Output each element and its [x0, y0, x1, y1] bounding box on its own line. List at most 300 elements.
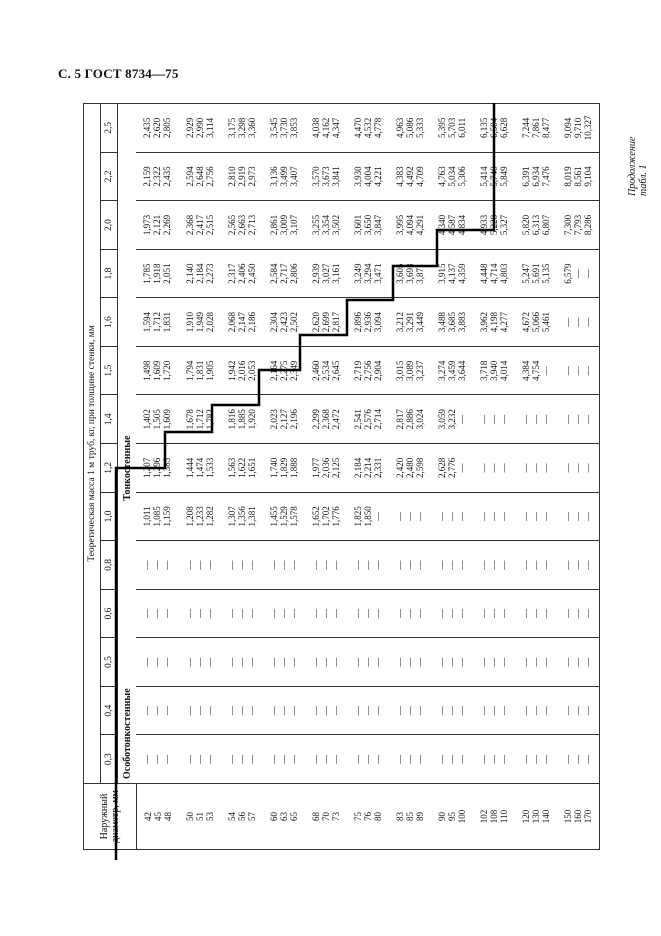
mass-cell	[179, 735, 221, 784]
mass-cell	[473, 638, 515, 687]
table-row	[389, 103, 431, 849]
mass-value: —	[330, 560, 341, 570]
diameter-value: 100	[456, 809, 467, 824]
mass-cell	[515, 638, 557, 687]
mass-value: 6,934	[530, 166, 541, 187]
mass-value: 2,121	[152, 214, 163, 236]
mass-value: 2,127	[278, 409, 289, 430]
mass-cell	[305, 298, 347, 347]
mass-value: —	[446, 706, 457, 716]
mass-value: —	[446, 754, 457, 764]
mass-cell	[179, 492, 221, 541]
table-body	[136, 103, 599, 849]
mass-value: 4,359	[456, 263, 467, 284]
mass-value: —	[478, 609, 489, 619]
wall-9: 1,6	[101, 298, 118, 347]
mass-value: 1,578	[288, 506, 299, 527]
mass-value: —	[572, 560, 583, 570]
mass-value: 1,207	[142, 457, 153, 478]
diameter-value: 57	[246, 812, 257, 821]
mass-value: 1,905	[204, 360, 215, 381]
mass-value: 2,776	[446, 457, 457, 478]
mass-cell	[179, 589, 221, 638]
mass-value: —	[530, 657, 541, 667]
mass-cell	[431, 686, 473, 735]
mass-value: 4,340	[436, 214, 447, 236]
mass-value: —	[520, 414, 531, 424]
mass-cell	[136, 298, 179, 347]
mass-value: 2,196	[288, 409, 299, 430]
diameter-value: 89	[414, 812, 425, 821]
diameter-value: 42	[142, 812, 153, 821]
mass-value: —	[436, 754, 447, 764]
mass-value: —	[582, 754, 593, 764]
mass-value: —	[530, 609, 541, 619]
mass-value: —	[352, 657, 363, 667]
mass-value: —	[246, 706, 257, 716]
mass-value: —	[540, 754, 551, 764]
mass-value: —	[204, 560, 215, 570]
mass-cell	[473, 201, 515, 250]
mass-value: 2,620	[310, 312, 321, 333]
mass-value: —	[288, 609, 299, 619]
mass-value: —	[152, 754, 163, 764]
wall-7: 1,4	[101, 395, 118, 444]
mass-value: 3,294	[362, 263, 373, 284]
wall-11: 2,0	[101, 201, 118, 250]
mass-cell	[431, 249, 473, 298]
mass-value: —	[404, 609, 415, 619]
mass-value: —	[352, 609, 363, 619]
mass-value: 2,502	[288, 312, 299, 333]
mass-cell	[347, 735, 389, 784]
mass-value: 2,576	[362, 409, 373, 430]
mass-value: 3,114	[204, 117, 215, 138]
mass-value: 2,159	[142, 166, 153, 187]
mass-cell	[473, 249, 515, 298]
mass-value: —	[310, 706, 321, 716]
mass-value: 1,720	[162, 360, 173, 381]
diameter-cell	[305, 784, 347, 850]
mass-value: —	[478, 706, 489, 716]
mass-cell	[136, 589, 179, 638]
mass-value: —	[320, 560, 331, 570]
mass-value: 2,648	[194, 166, 205, 187]
wall-10: 1,8	[101, 249, 118, 298]
mass-value: 4,291	[414, 214, 425, 236]
mass-value: 5,414	[478, 166, 489, 187]
mass-value: —	[236, 706, 247, 716]
mass-cell	[431, 638, 473, 687]
table-row	[305, 103, 347, 849]
wall-4: 0,8	[101, 541, 118, 590]
mass-value: 3,502	[330, 214, 341, 236]
mass-value: 8,477	[540, 117, 551, 138]
mass-value: 5,395	[436, 117, 447, 138]
mass-value: 2,896	[352, 312, 363, 333]
mass-cell	[136, 103, 179, 152]
mass-cell	[347, 103, 389, 152]
mass-cell	[557, 444, 600, 493]
mass-value: 1,782	[204, 409, 215, 430]
mass-cell	[431, 589, 473, 638]
mass-cell	[557, 249, 600, 298]
mass-value: 2,663	[236, 214, 247, 236]
mass-cell	[557, 638, 600, 687]
mass-value: 1,609	[152, 360, 163, 381]
mass-cell	[136, 735, 179, 784]
mass-cell	[263, 735, 305, 784]
diameter-value: 68	[310, 812, 321, 821]
diameter-value: 53	[204, 812, 215, 821]
mass-cell	[431, 492, 473, 541]
mass-value: —	[498, 657, 509, 667]
mass-cell	[305, 638, 347, 687]
mass-value: —	[320, 657, 331, 667]
mass-cell	[221, 492, 263, 541]
mass-cell	[305, 152, 347, 201]
mass-value: —	[562, 706, 573, 716]
mass-value: 3,499	[278, 166, 289, 187]
mass-value: 5,066	[530, 312, 541, 333]
mass-value: —	[582, 609, 593, 619]
mass-value: 3,255	[310, 214, 321, 236]
mass-value: 1,381	[246, 506, 257, 527]
mass-value: 4,162	[320, 117, 331, 138]
mass-value: 6,579	[562, 263, 573, 284]
mass-value: 1,402	[142, 409, 153, 430]
mass-value: —	[572, 609, 583, 619]
mass-value: —	[236, 754, 247, 764]
mass-value: —	[488, 754, 499, 764]
mass-cell	[557, 395, 600, 444]
mass-value: —	[394, 657, 405, 667]
mass-value: 3,107	[288, 214, 299, 236]
mass-value: 2,620	[152, 117, 163, 138]
mass-cell	[221, 735, 263, 784]
mass-value: —	[288, 706, 299, 716]
diameter-value: 63	[278, 812, 289, 821]
mass-value: 3,024	[414, 409, 425, 430]
mass-value: 2,275	[278, 360, 289, 381]
mass-value: —	[530, 414, 541, 424]
mass-cell	[557, 492, 600, 541]
mass-value: —	[520, 706, 531, 716]
mass-value: 1,159	[162, 506, 173, 527]
mass-value: 2,480	[404, 457, 415, 478]
mass-value: —	[540, 609, 551, 619]
mass-value: —	[278, 754, 289, 764]
mass-cell	[221, 589, 263, 638]
mass-value: 2,598	[414, 457, 425, 478]
mass-value: 2,269	[162, 214, 173, 236]
wall-2: 0,5	[101, 638, 118, 687]
mass-value: —	[268, 560, 279, 570]
mass-value: 4,763	[436, 166, 447, 187]
mass-value: 1,208	[184, 506, 195, 527]
wall-thickness-row	[101, 103, 118, 849]
rotated-table-wrapper	[83, 104, 649, 850]
wall-12: 2,2	[101, 152, 118, 201]
diameter-value: 90	[436, 812, 447, 821]
mass-value: —	[572, 754, 583, 764]
mass-value: —	[268, 609, 279, 619]
diameter-value: 110	[498, 809, 509, 824]
mass-cell	[347, 638, 389, 687]
mass-cell	[515, 298, 557, 347]
mass-value: 2,861	[268, 214, 279, 236]
mass-value: 3,841	[330, 166, 341, 187]
mass-value: —	[268, 754, 279, 764]
mass-value: 1,942	[226, 360, 237, 381]
mass-value: —	[372, 706, 383, 716]
mass-value: 3,940	[488, 360, 499, 381]
mass-cell	[431, 395, 473, 444]
mass-value: 5,691	[530, 263, 541, 284]
diameter-value: 48	[162, 812, 173, 821]
mass-cell	[389, 541, 431, 590]
diameter-value: 45	[152, 812, 163, 821]
mass-cell	[389, 201, 431, 250]
diameter-value: 150	[562, 809, 573, 824]
mass-value: —	[488, 657, 499, 667]
mass-value: 3,009	[278, 214, 289, 236]
mass-value: 4,963	[394, 117, 405, 138]
mass-value: 6,011	[456, 117, 467, 138]
mass-value: 2,273	[204, 263, 215, 284]
mass-cell	[431, 201, 473, 250]
mass-value: 1,282	[204, 506, 215, 527]
mass-value: 1,296	[152, 457, 163, 478]
mass-cell	[431, 298, 473, 347]
mass-value: 2,186	[246, 312, 257, 333]
mass-cell	[431, 346, 473, 395]
mass-value: —	[394, 560, 405, 570]
mass-cell	[305, 686, 347, 735]
mass-value: 1,505	[152, 409, 163, 430]
mass-value: —	[162, 609, 173, 619]
mass-value: —	[572, 463, 583, 473]
mass-value: —	[152, 560, 163, 570]
mass-cell	[221, 346, 263, 395]
mass-value: 2,299	[310, 409, 321, 430]
mass-value: —	[456, 560, 467, 570]
mass-value: 6,391	[520, 166, 531, 187]
mass-value: 2,565	[226, 214, 237, 236]
mass-cell	[389, 395, 431, 444]
mass-cell	[347, 686, 389, 735]
mass-value: —	[414, 560, 425, 570]
mass-value: 7,476	[540, 166, 551, 187]
mass-value: 2,719	[352, 360, 363, 381]
mass-value: —	[372, 560, 383, 570]
mass-value: 2,817	[330, 312, 341, 333]
mass-value: 3,995	[394, 214, 405, 236]
mass-value: 5,333	[414, 117, 425, 138]
diameter-value: 50	[184, 812, 195, 821]
mass-value: 2,717	[278, 263, 289, 284]
wall-13: 2,5	[101, 103, 118, 152]
mass-cell	[515, 201, 557, 250]
mass-value: —	[152, 706, 163, 716]
mass-value: —	[562, 754, 573, 764]
mass-value: —	[562, 414, 573, 424]
mass-value: —	[142, 609, 153, 619]
mass-value: 4,094	[404, 214, 415, 236]
mass-value: 2,317	[226, 263, 237, 284]
mass-value: —	[562, 366, 573, 376]
mass-value: 2,756	[362, 360, 373, 381]
mass-value: 4,038	[310, 117, 321, 138]
mass-value: 3,175	[226, 117, 237, 138]
mass-value: 7,244	[520, 117, 531, 138]
mass-value: —	[372, 754, 383, 764]
mass-value: 2,472	[330, 409, 341, 430]
diameter-value: 85	[404, 812, 415, 821]
mass-value: 3,274	[436, 360, 447, 381]
mass-value: 3,298	[236, 117, 247, 138]
mass-value: 1,622	[236, 457, 247, 478]
mass-value: —	[184, 706, 195, 716]
mass-value: 2,699	[320, 312, 331, 333]
mass-cell	[136, 346, 179, 395]
mass-cell	[515, 152, 557, 201]
mass-value: 3,644	[456, 360, 467, 381]
mass-value: 3,730	[278, 117, 289, 138]
mass-cell	[557, 298, 600, 347]
mass-value: —	[488, 414, 499, 424]
mass-value: —	[352, 706, 363, 716]
mass-cell	[305, 103, 347, 152]
mass-cell	[557, 541, 600, 590]
diameter-value: 70	[320, 812, 331, 821]
mass-value: 3,930	[352, 166, 363, 187]
mass-value: 3,685	[446, 312, 457, 333]
mass-value: —	[446, 609, 457, 619]
mass-value: 2,810	[226, 166, 237, 187]
mass-value: 1,776	[330, 506, 341, 527]
mass-cell	[389, 249, 431, 298]
mass-value: —	[226, 609, 237, 619]
continuation-note: Продолжение табл. 1	[627, 136, 649, 196]
mass-cell	[557, 735, 600, 784]
mass-value: —	[530, 754, 541, 764]
mass-value: —	[310, 657, 321, 667]
diameter-value: 140	[540, 809, 551, 824]
mass-value: —	[582, 366, 593, 376]
mass-value: 3,693	[404, 263, 415, 284]
mass-value: —	[246, 609, 257, 619]
mass-value: 2,584	[268, 263, 279, 284]
group-row	[118, 103, 137, 849]
mass-value: —	[204, 754, 215, 764]
mass-cell	[179, 152, 221, 201]
mass-cell	[179, 395, 221, 444]
mass-value: —	[246, 560, 257, 570]
mass-cell	[515, 346, 557, 395]
mass-value: —	[456, 609, 467, 619]
mass-value: 2,450	[246, 263, 257, 284]
mass-value: —	[184, 609, 195, 619]
diameter-value: 76	[362, 812, 373, 821]
mass-cell	[557, 103, 600, 152]
wall-1: 0,4	[101, 686, 118, 735]
mass-value: —	[540, 706, 551, 716]
mass-cell	[179, 444, 221, 493]
mass-value: —	[582, 414, 593, 424]
mass-value: 3,847	[372, 214, 383, 236]
mass-cell	[179, 103, 221, 152]
mass-value: —	[562, 657, 573, 667]
mass-value: —	[394, 706, 405, 716]
mass-value: —	[414, 609, 425, 619]
mass-value: 1,816	[226, 409, 237, 430]
mass-value: —	[142, 657, 153, 667]
mass-value: 4,470	[352, 117, 363, 138]
mass-cell	[431, 152, 473, 201]
mass-cell	[515, 395, 557, 444]
mass-value: 1,740	[268, 457, 279, 478]
diameter-value: 130	[530, 809, 541, 824]
mass-value: —	[404, 560, 415, 570]
diameter-value: 65	[288, 812, 299, 821]
mass-value: —	[520, 609, 531, 619]
mass-cell	[179, 249, 221, 298]
mass-cell	[263, 541, 305, 590]
mass-value: —	[320, 706, 331, 716]
table-row	[515, 103, 557, 849]
mass-value: 4,492	[404, 166, 415, 187]
wall-6: 1,2	[101, 444, 118, 493]
mass-value: —	[582, 269, 593, 279]
mass-value: 4,383	[394, 166, 405, 187]
mass-value: —	[456, 706, 467, 716]
mass-value: —	[540, 511, 551, 521]
mass-cell	[473, 298, 515, 347]
mass-cell	[389, 103, 431, 152]
mass-value: 2,125	[330, 457, 341, 478]
mass-cell	[473, 395, 515, 444]
wall-3: 0,6	[101, 589, 118, 638]
mass-value: 2,023	[268, 409, 279, 430]
mass-value: —	[142, 706, 153, 716]
mass-cell	[263, 686, 305, 735]
table-row	[136, 103, 179, 849]
mass-value: —	[520, 511, 531, 521]
mass-value: 2,904	[372, 360, 383, 381]
mass-value: 1,385	[162, 457, 173, 478]
mass-value: 1,910	[184, 312, 195, 333]
mass-value: 7,300	[562, 214, 573, 236]
mass-cell	[515, 541, 557, 590]
mass-value: —	[288, 657, 299, 667]
mass-value: —	[142, 560, 153, 570]
mass-value: —	[456, 754, 467, 764]
mass-value: —	[310, 754, 321, 764]
mass-value: 2,714	[372, 409, 383, 430]
mass-value: 2,817	[394, 409, 405, 430]
mass-value: 5,740	[488, 166, 499, 187]
mass-value: —	[362, 657, 373, 667]
mass-value: —	[478, 657, 489, 667]
mass-value: 1,609	[162, 409, 173, 430]
mass-value: 2,164	[268, 360, 279, 381]
mass-value: 1,885	[236, 409, 247, 430]
mass-value: —	[310, 560, 321, 570]
table-row	[347, 103, 389, 849]
mass-cell	[136, 249, 179, 298]
mass-cell	[431, 103, 473, 152]
